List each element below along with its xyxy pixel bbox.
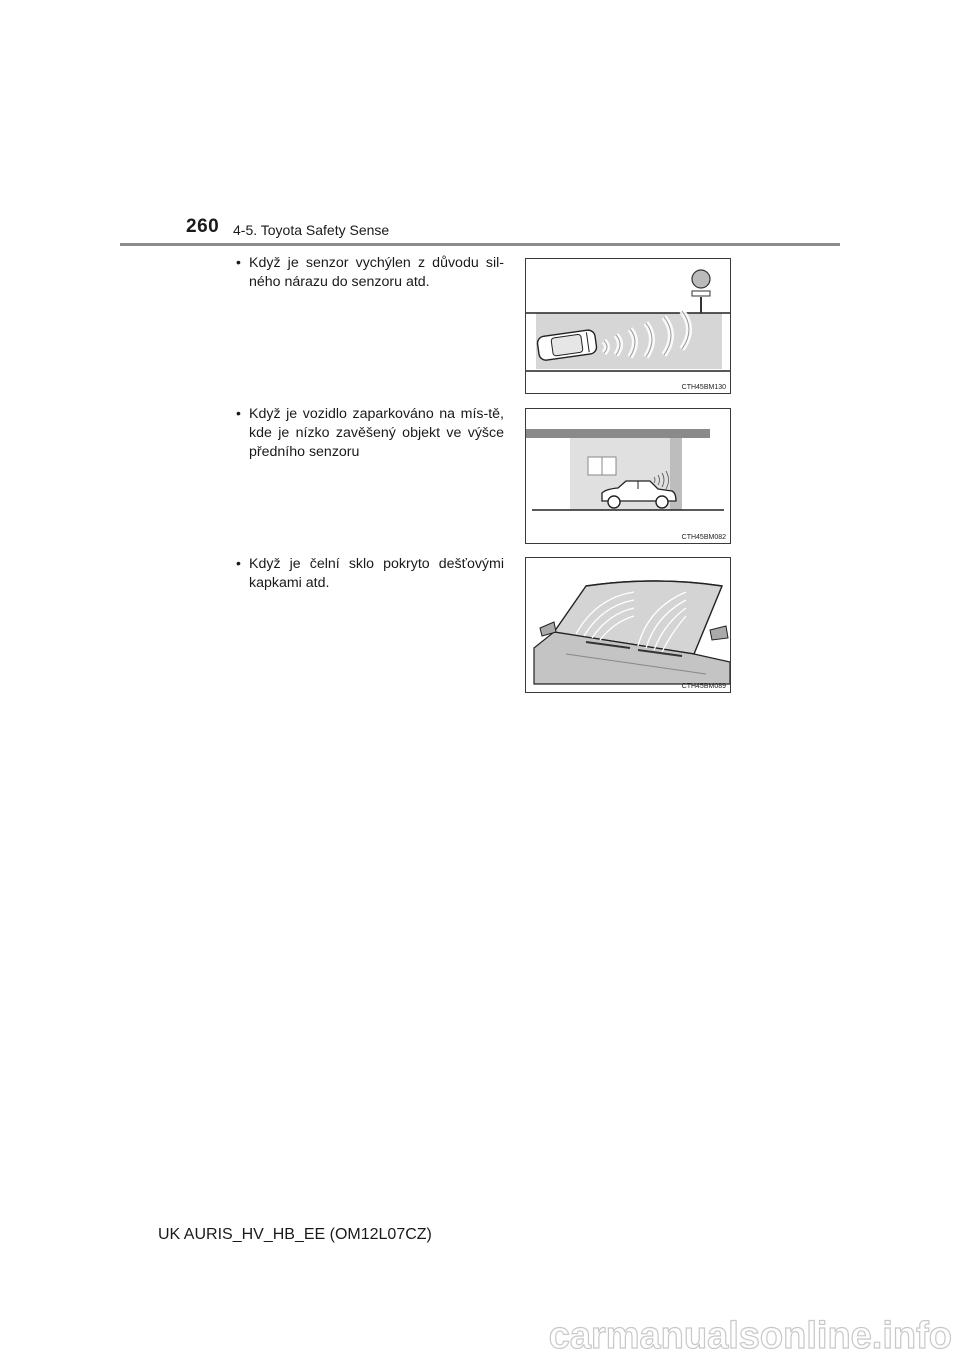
manual-code: UK AURIS_HV_HB_EE (OM12L07CZ) [158,1226,432,1243]
car-radar-sign-illustration [526,259,730,393]
figure-code: CTH45BM082 [681,534,726,541]
item-text [236,555,504,593]
bullet-marker: • [236,555,241,571]
header-rule [120,243,840,246]
figure-windshield-rain [525,557,731,693]
figure-code: CTH45BM130 [681,384,726,391]
item-text-body: Když je vozidlo zaparkováno na mís-tě, kde je nízko zavěšený objekt ve výšce předního senzoru [249,406,504,460]
figure-parked-under-object [525,408,731,544]
bullet-marker: • [236,254,241,270]
watermark-logo [480,1270,960,1358]
item-text [236,405,504,462]
item-text [236,254,504,292]
bullet-marker: • [236,405,241,421]
car-under-canopy-illustration [526,409,730,543]
svg-text:carmanualsonline.info: carmanualsonline.info [548,1315,952,1357]
item-text-body: Když je čelní sklo pokryto dešťovými kapkami atd. [249,556,504,591]
page-number: 260 [186,216,220,237]
figure-sensor-impact [525,258,731,394]
item-text-body: Když je senzor vychýlen z důvodu sil-ného nárazu do senzoru atd. [249,255,504,290]
windshield-raindrops-illustration [526,558,730,692]
section-title: 4-5. Toyota Safety Sense [233,222,390,238]
figure-code: CTH45BM089 [681,683,726,690]
